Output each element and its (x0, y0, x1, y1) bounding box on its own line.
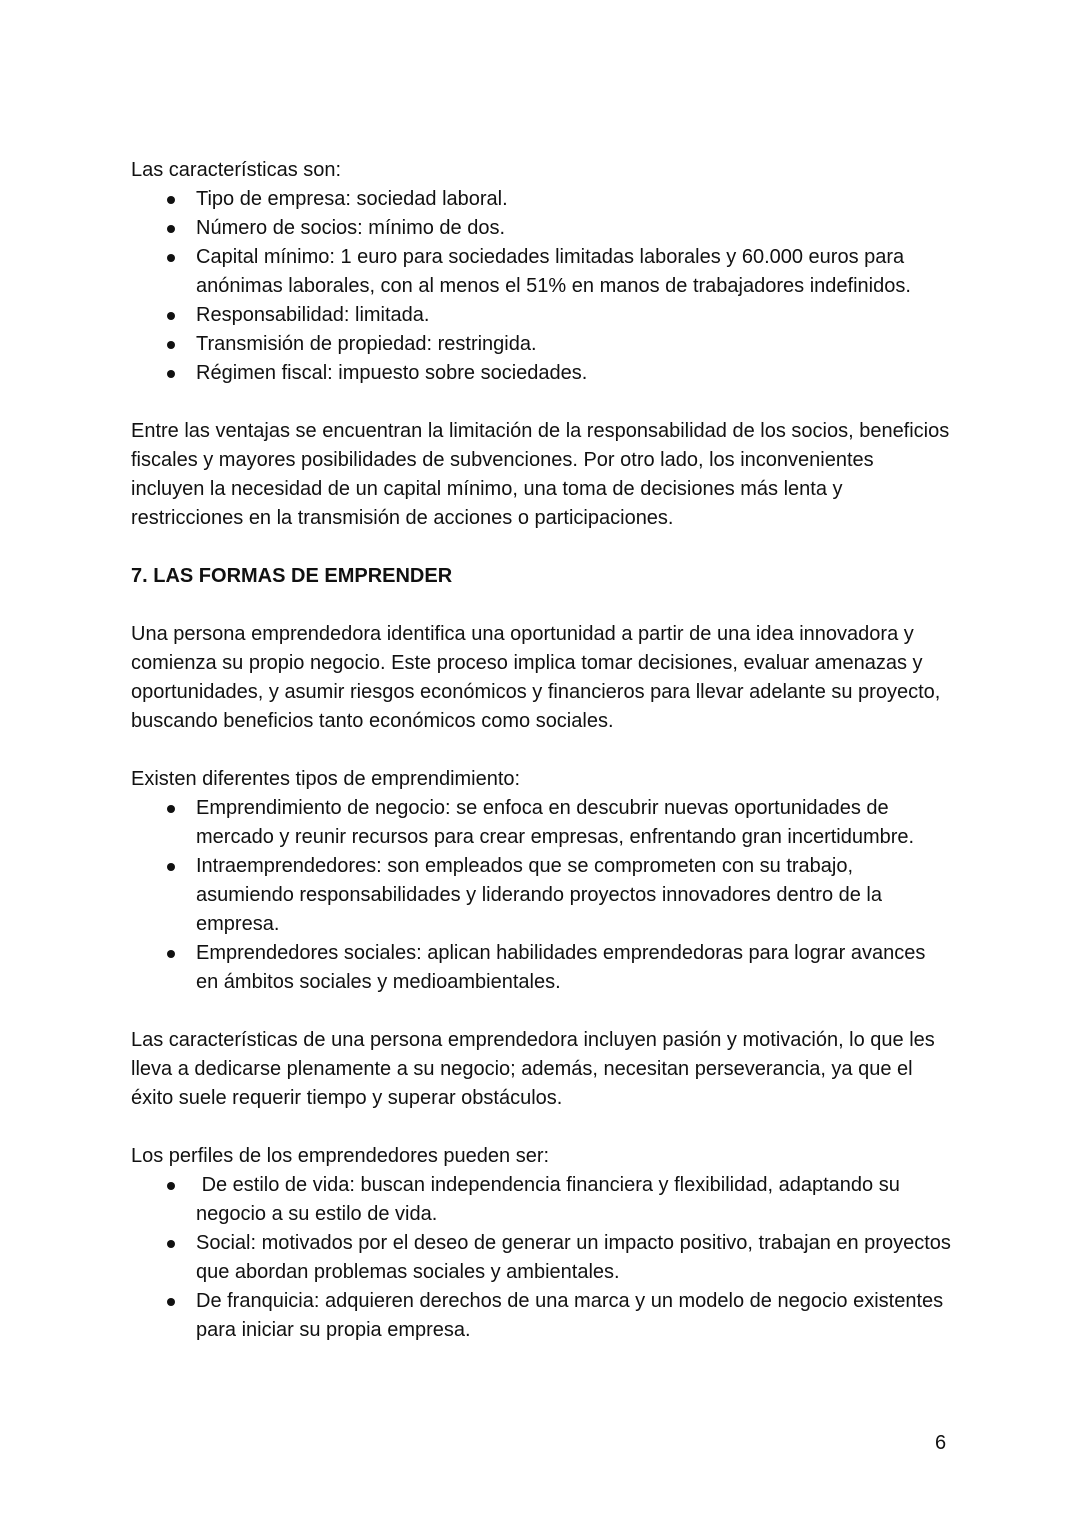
intro-perfiles: Los perfiles de los emprendedores pueden ser: (131, 1145, 550, 1167)
section-heading: 7. LAS FORMAS DE EMPRENDER (131, 565, 453, 587)
list-item: Capital mínimo: 1 euro para sociedades limitadas laborales y 60.000 euros para anónimas laborales, con al menos el 51% en manos de trabajadores indefinidos. (131, 243, 951, 301)
list-item: Régimen fiscal: impuesto sobre sociedades. (131, 359, 951, 388)
list-item: Social: motivados por el deseo de generar un impacto positivo, trabajan en proyectos que abordan problemas sociales y ambientales. (131, 1229, 951, 1287)
bullet-icon (167, 254, 175, 262)
list-item: Emprendimiento de negocio: se enfoca en descubrir nuevas oportunidades de mercado y reunir recursos para crear empresas, enfrentando gran incertidumbre. (131, 794, 951, 852)
bullet-icon (167, 196, 175, 204)
intro-caracteristicas: Las características son: (131, 159, 342, 181)
spacer (131, 533, 951, 562)
list-item: Intraemprendedores: son empleados que se comprometen con su trabajo, asumiendo responsabilidades y liderando proyectos innovadores dentro de la empresa. (131, 852, 951, 939)
bullet-icon (167, 225, 175, 233)
list-item: Emprendedores sociales: aplican habilidades emprendedoras para lograr avances en ámbitos sociales y medioambientales. (131, 939, 951, 997)
caracteristicas-emprendedora-paragraph: Las características de una persona emprendedora incluyen pasión y motivación, lo que les lleva a dedicarse plenamente a su negocio; además, necesitan perseverancia, ya que el éxito suele requerir tiempo y superar obstáculos. (131, 1029, 935, 1109)
emprendedora-paragraph: Una persona emprendedora identifica una oportunidad a partir de una idea innovadora y comienza su propio negocio. Este proceso implica tomar decisiones, evaluar amenazas y oportunidades, y asumir riesgos económicos y financieros para llevar adelante su proyecto, buscando beneficios tanto económicos como sociales. (131, 623, 941, 732)
bullet-icon (167, 370, 175, 378)
list-item: Número de socios: mínimo de dos. (131, 214, 951, 243)
intro-tipos: Existen diferentes tipos de emprendimiento: (131, 768, 521, 790)
spacer (131, 591, 951, 620)
bullet-icon (167, 863, 175, 871)
document-page (131, 156, 951, 1345)
spacer (131, 736, 951, 765)
caracteristicas-list (131, 185, 951, 388)
ventajas-paragraph: Entre las ventajas se encuentran la limitación de la responsabilidad de los socios, beneficios fiscales y mayores posibilidades de subvenciones. Por otro lado, los inconvenientes incluyen la necesidad de un capital mínimo, una toma de decisiones más lenta y restricciones en la transmisión de acciones o participaciones. (131, 420, 950, 529)
bullet-icon (167, 805, 175, 813)
list-item: De franquicia: adquieren derechos de una marca y un modelo de negocio existentes para iniciar su propia empresa. (131, 1287, 951, 1345)
spacer (131, 388, 951, 417)
bullet-icon (167, 1240, 175, 1248)
list-item: Tipo de empresa: sociedad laboral. (131, 185, 951, 214)
list-item: De estilo de vida: buscan independencia financiera y flexibilidad, adaptando su negocio a su estilo de vida. (131, 1171, 951, 1229)
tipos-list (131, 794, 951, 997)
spacer (131, 997, 951, 1026)
perfiles-list (131, 1171, 951, 1345)
bullet-icon (167, 1182, 175, 1190)
bullet-icon (167, 341, 175, 349)
bullet-icon (167, 1298, 175, 1306)
list-item: Responsabilidad: limitada. (131, 301, 951, 330)
page-number: 6 (935, 1432, 947, 1454)
bullet-icon (167, 950, 175, 958)
bullet-icon (167, 312, 175, 320)
spacer (131, 1113, 951, 1142)
list-item: Transmisión de propiedad: restringida. (131, 330, 951, 359)
